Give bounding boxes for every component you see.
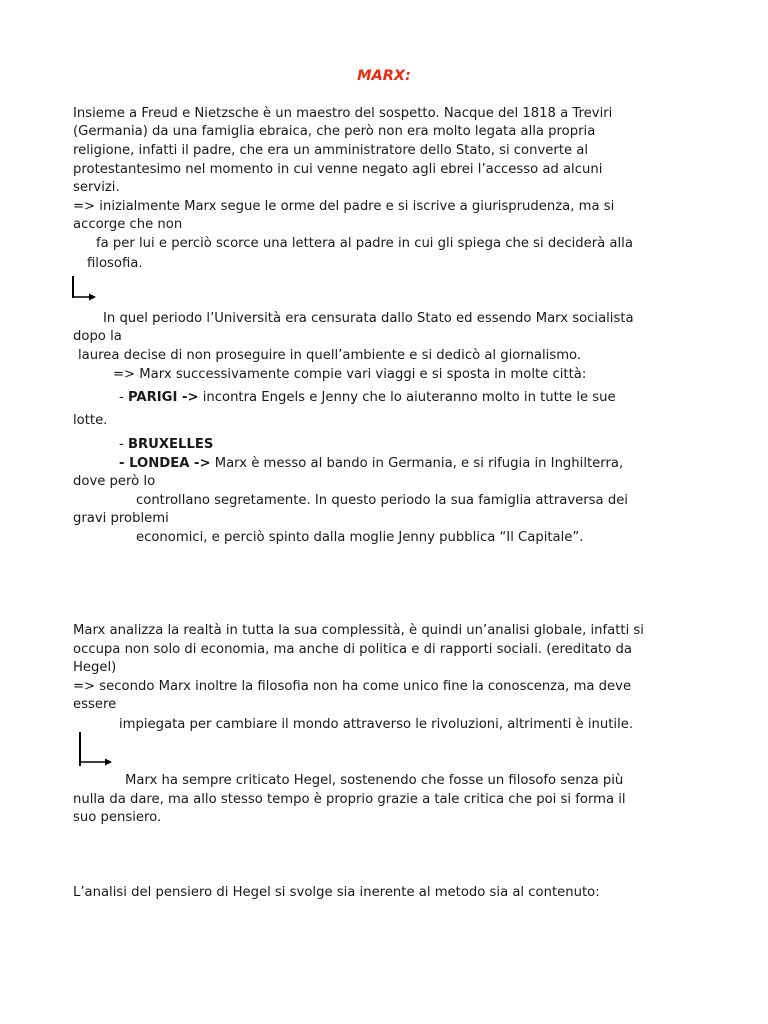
text-line: In quel periodo l’Università era censurata dallo Stato ed essendo Marx socialista — [103, 311, 634, 326]
text-line: filosofia. — [87, 256, 143, 271]
text-line: Marx ha sempre criticato Hegel, sostenendo che fosse un filosofo senza più — [125, 773, 624, 788]
list-item-bruxelles: - BRUXELLES — [119, 437, 214, 452]
city-label: PARIGI -> — [127, 390, 199, 405]
text-line: controllano segretamente. In questo periodo la sua famiglia attraversa dei — [136, 493, 628, 508]
text-line: (Germania) da una famiglia ebraica, che però non era molto legata alla propria — [73, 124, 596, 139]
text-line: fa per lui e perciò scorce una lettera al padre in cui gli spiega che si deciderà alla — [96, 236, 633, 251]
text-line: lotte. — [73, 413, 108, 428]
text-line: Insieme a Freud e Nietzsche è un maestro del sospetto. Nacque del 1818 a Treviri — [73, 106, 613, 121]
city-label: BRUXELLES — [127, 437, 214, 452]
text-line: servizi. — [73, 180, 120, 195]
text-line: suo pensiero. — [73, 810, 162, 825]
list-item-parigi: - PARIGI -> incontra Engels e Jenny che lo aiuteranno molto in tutte le sue — [119, 390, 616, 405]
text-line: => secondo Marx inoltre la filosofia non ha come unico fine la conoscenza, ma deve — [73, 679, 632, 694]
text-line: protestantesimo nel momento in cui venne negato agli ebrei l’accesso ad alcuni — [73, 162, 603, 177]
text-line: occupa non solo di economia, ma anche di politica e di rapporti sociali. (ereditato da — [73, 642, 632, 657]
text-line: religione, infatti il padre, che era un amministratore dello Stato, si converte al — [73, 143, 589, 158]
text-line: Hegel) — [73, 660, 117, 675]
text-line: dove però lo — [73, 474, 156, 489]
text-line: Marx analizza la realtà in tutta la sua complessità, è quindi un’analisi globale, infatti si — [73, 623, 644, 638]
text-line: essere — [73, 697, 117, 712]
text-line: accorge che non — [73, 217, 183, 232]
page-title: MARX: — [357, 68, 411, 84]
corner-arrow-icon — [70, 276, 98, 302]
text-line: nulla da dare, ma allo stesso tempo è proprio grazie a tale critica che poi si forma il — [73, 792, 626, 807]
corner-arrow-icon — [77, 732, 115, 770]
text-line: economici, e perciò spinto dalla moglie Jenny pubblica “Il Capitale”. — [136, 530, 584, 545]
city-label: - LONDEA -> — [119, 456, 211, 471]
list-item-londea: - LONDEA -> Marx è messo al bando in Germania, e si rifugia in Inghilterra, — [119, 456, 624, 471]
text-line: impiegata per cambiare il mondo attraverso le rivoluzioni, altrimenti è inutile. — [119, 717, 634, 732]
text-line: gravi problemi — [73, 511, 169, 526]
text-line: laurea decise di non proseguire in quell’ambiente e si dedicò al giornalismo. — [78, 348, 582, 363]
text-line: dopo la — [73, 329, 122, 344]
text-line: => inizialmente Marx segue le orme del padre e si iscrive a giurisprudenza, ma si — [73, 199, 615, 214]
text-line: => Marx successivamente compie vari viaggi e si sposta in molte città: — [113, 367, 587, 382]
text-line: L’analisi del pensiero di Hegel si svolge sia inerente al metodo sia al contenuto: — [73, 885, 600, 900]
